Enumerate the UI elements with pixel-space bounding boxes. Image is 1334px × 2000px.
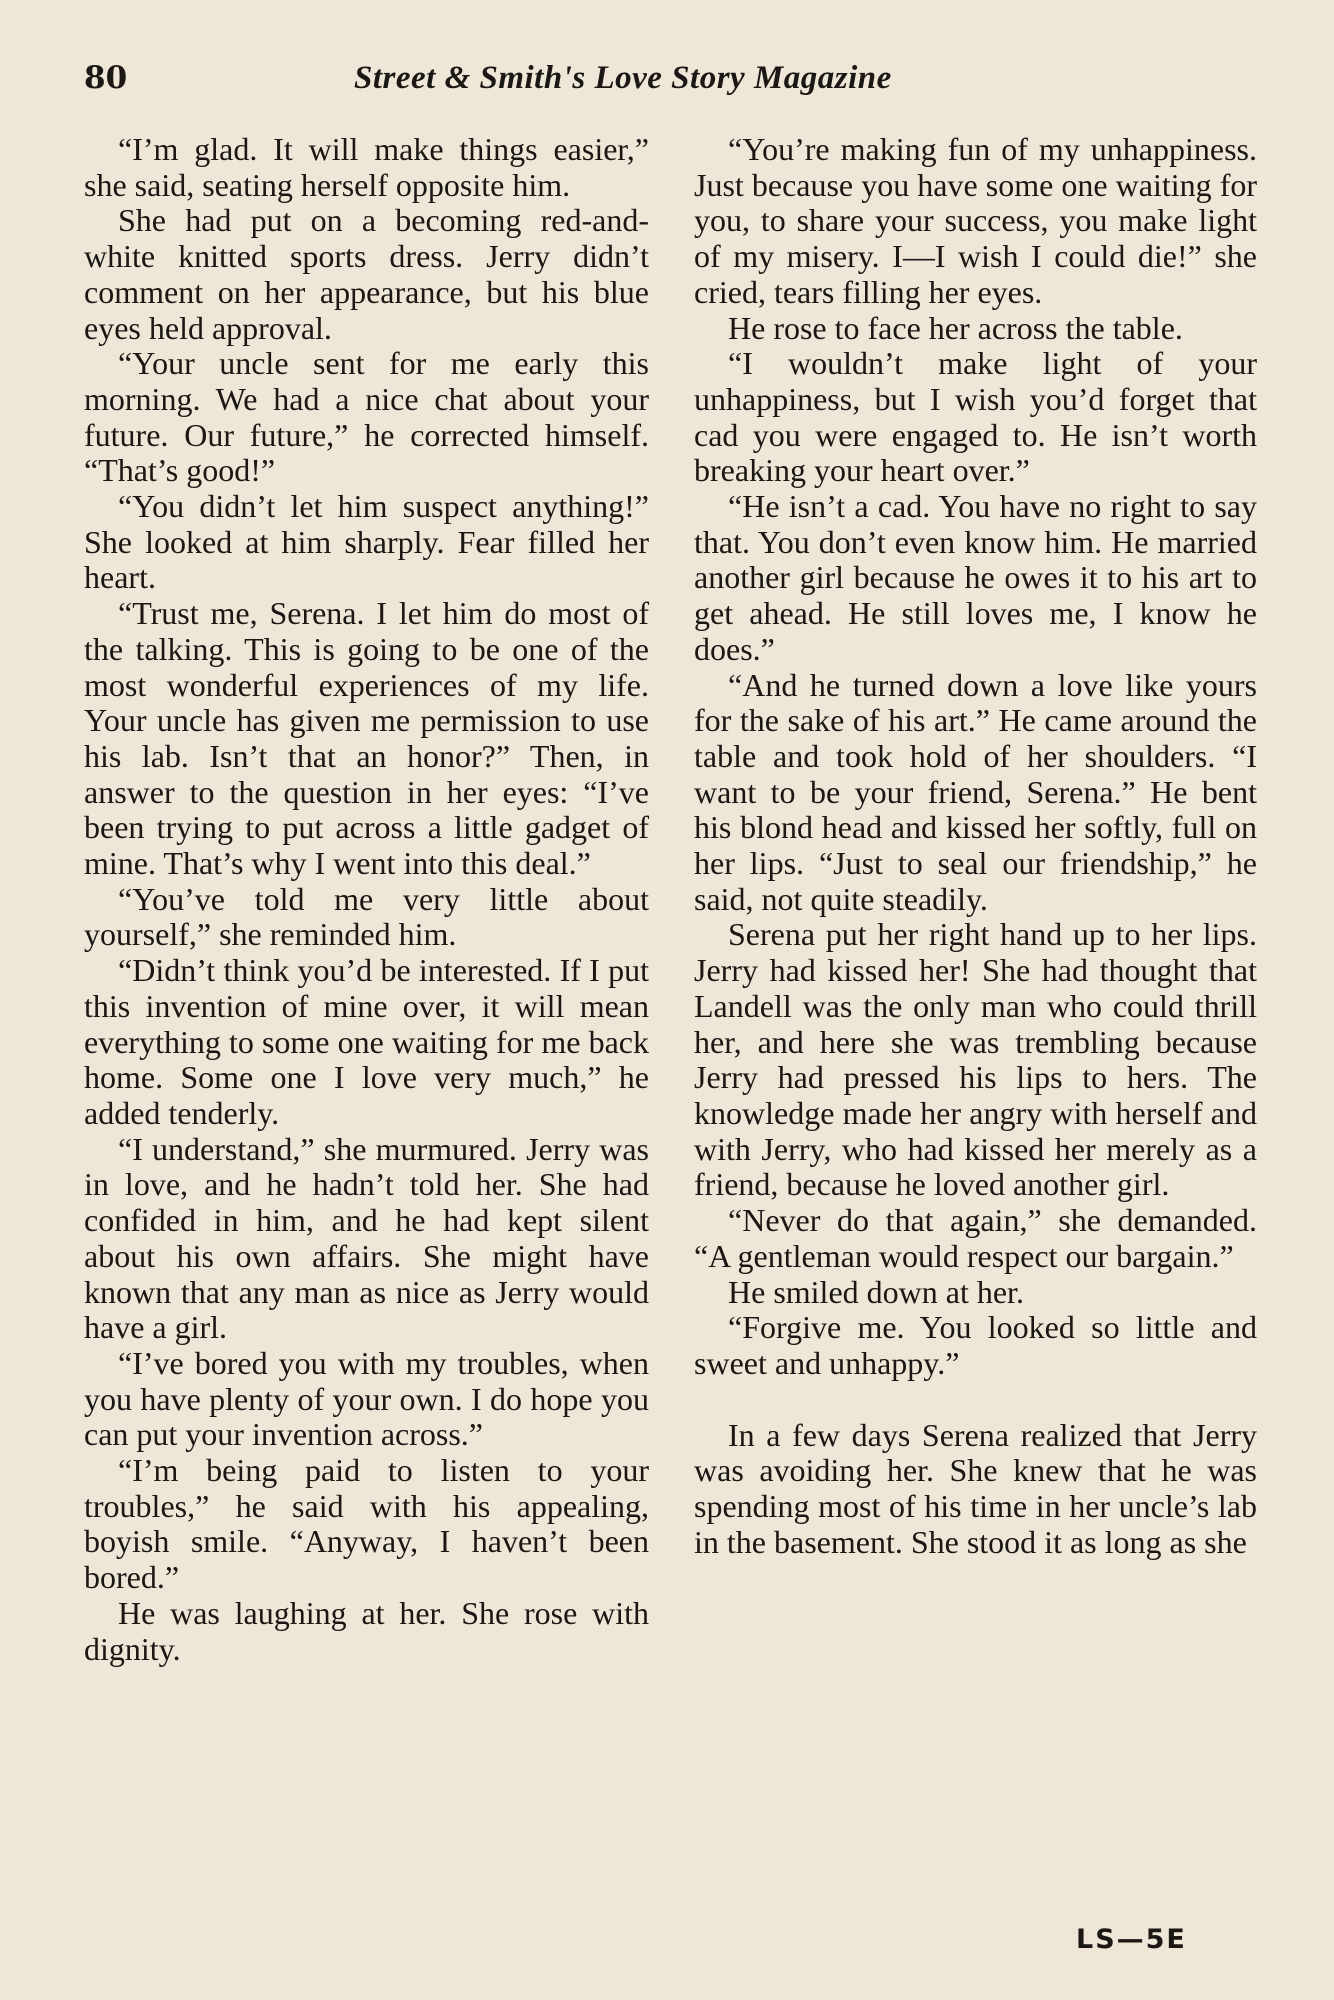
paragraph: “Your uncle sent for me early this morning. We had a nice chat about your future. Our future,” he corrected himself. “That’s good!” xyxy=(84,345,649,489)
paragraph: “I’m glad. It will make things easier,” she said, seating herself opposite him. xyxy=(84,131,649,203)
paragraph: “Never do that again,” she demanded. “A gentleman would respect our bargain.” xyxy=(694,1202,1257,1274)
section-break xyxy=(694,1382,1257,1418)
paragraph: “You’ve told me very little about yourself,” she reminded him. xyxy=(84,880,649,953)
running-title: Street & Smith's Love Story Magazine xyxy=(354,60,892,96)
paragraph: “He isn’t a cad. You have no right to say that. You don’t even know him. He married another girl because he owes it to his art to get ahead. He still loves me, I know he does.” xyxy=(694,488,1257,667)
paragraph: “I’m being paid to listen to your troubles,” he said with his appealing, boyish smile. “Anyway, I haven’t been bored.” xyxy=(84,1452,649,1596)
paragraph: Serena put her right hand up to her lips. Jerry had kissed her! She had thought that Landell was the only man who could thrill her, and here she was trembling because Jerry had pressed his lips to hers. The knowledge made her angry with herself and with Jerry, who had kissed her merely as a friend, because he loved another girl. xyxy=(694,916,1257,1203)
right-column xyxy=(694,132,1257,1922)
paragraph: She had put on a becoming red-and-white knitted sports dress. Jerry didn’t comment on her appearance, but his blue eyes held approval. xyxy=(84,202,649,346)
signature-mark: LS—5E xyxy=(1076,1924,1187,1955)
paragraph: He smiled down at her. xyxy=(728,1273,1024,1310)
paragraph: He was laughing at her. She rose with dignity. xyxy=(84,1594,649,1667)
page-header xyxy=(84,60,1254,104)
paragraph: “I understand,” she murmured. Jerry was in love, and he hadn’t told her. She had confided in him, and he had kept silent about his own affairs. She might have known that any man as nice as Jerry would have a girl. xyxy=(84,1130,649,1346)
paragraph: “I’ve bored you with my troubles, when you have plenty of your own. I do hope you can put your invention across.” xyxy=(84,1344,649,1453)
paragraph: He rose to face her across the table. xyxy=(728,309,1183,346)
paragraph: “Trust me, Serena. I let him do most of the talking. This is going to be one of the most wonderful experiences of my life. Your uncle has given me permission to use his lab. Isn’t that an honor?” Then, in answer to the question in her eyes: “I’ve been trying to put across a little gadget of mine. That’s why I went into this deal.” xyxy=(84,595,649,882)
paragraph: “And he turned down a love like yours for the sake of his art.” He came around the table and took hold of her shoulders. “I want to be your friend, Serena.” He bent his blond head and kissed her softly, full on her lips. “Just to seal our friendship,” he said, not quite steadily. xyxy=(694,666,1257,917)
paragraph: “You’re making fun of my unhappiness. Just because you have some one waiting for you, to share your success, you make light of my misery. I—I wish I could die!” she cried, tears filling her eyes. xyxy=(694,131,1257,310)
paragraph: “I wouldn’t make light of your unhappiness, but I wish you’d forget that cad you were engaged to. He isn’t worth breaking your heart over.” xyxy=(694,345,1257,489)
paragraph: In a few days Serena realized that Jerry was avoiding her. She knew that he was spending most of his time in her uncle’s lab in the basement. She stood it as long as she xyxy=(694,1416,1257,1560)
left-column xyxy=(84,132,649,1922)
paragraph: “Forgive me. You looked so little and sweet and unhappy.” xyxy=(694,1309,1257,1381)
page-number: 80 xyxy=(84,60,128,96)
paragraph: “Didn’t think you’d be interested. If I put this invention of mine over, it will mean everything to some one waiting for me back home. Some one I love very much,” he added tenderly. xyxy=(84,952,649,1131)
paragraph: “You didn’t let him suspect anything!” She looked at him sharply. Fear filled her heart. xyxy=(84,488,649,596)
